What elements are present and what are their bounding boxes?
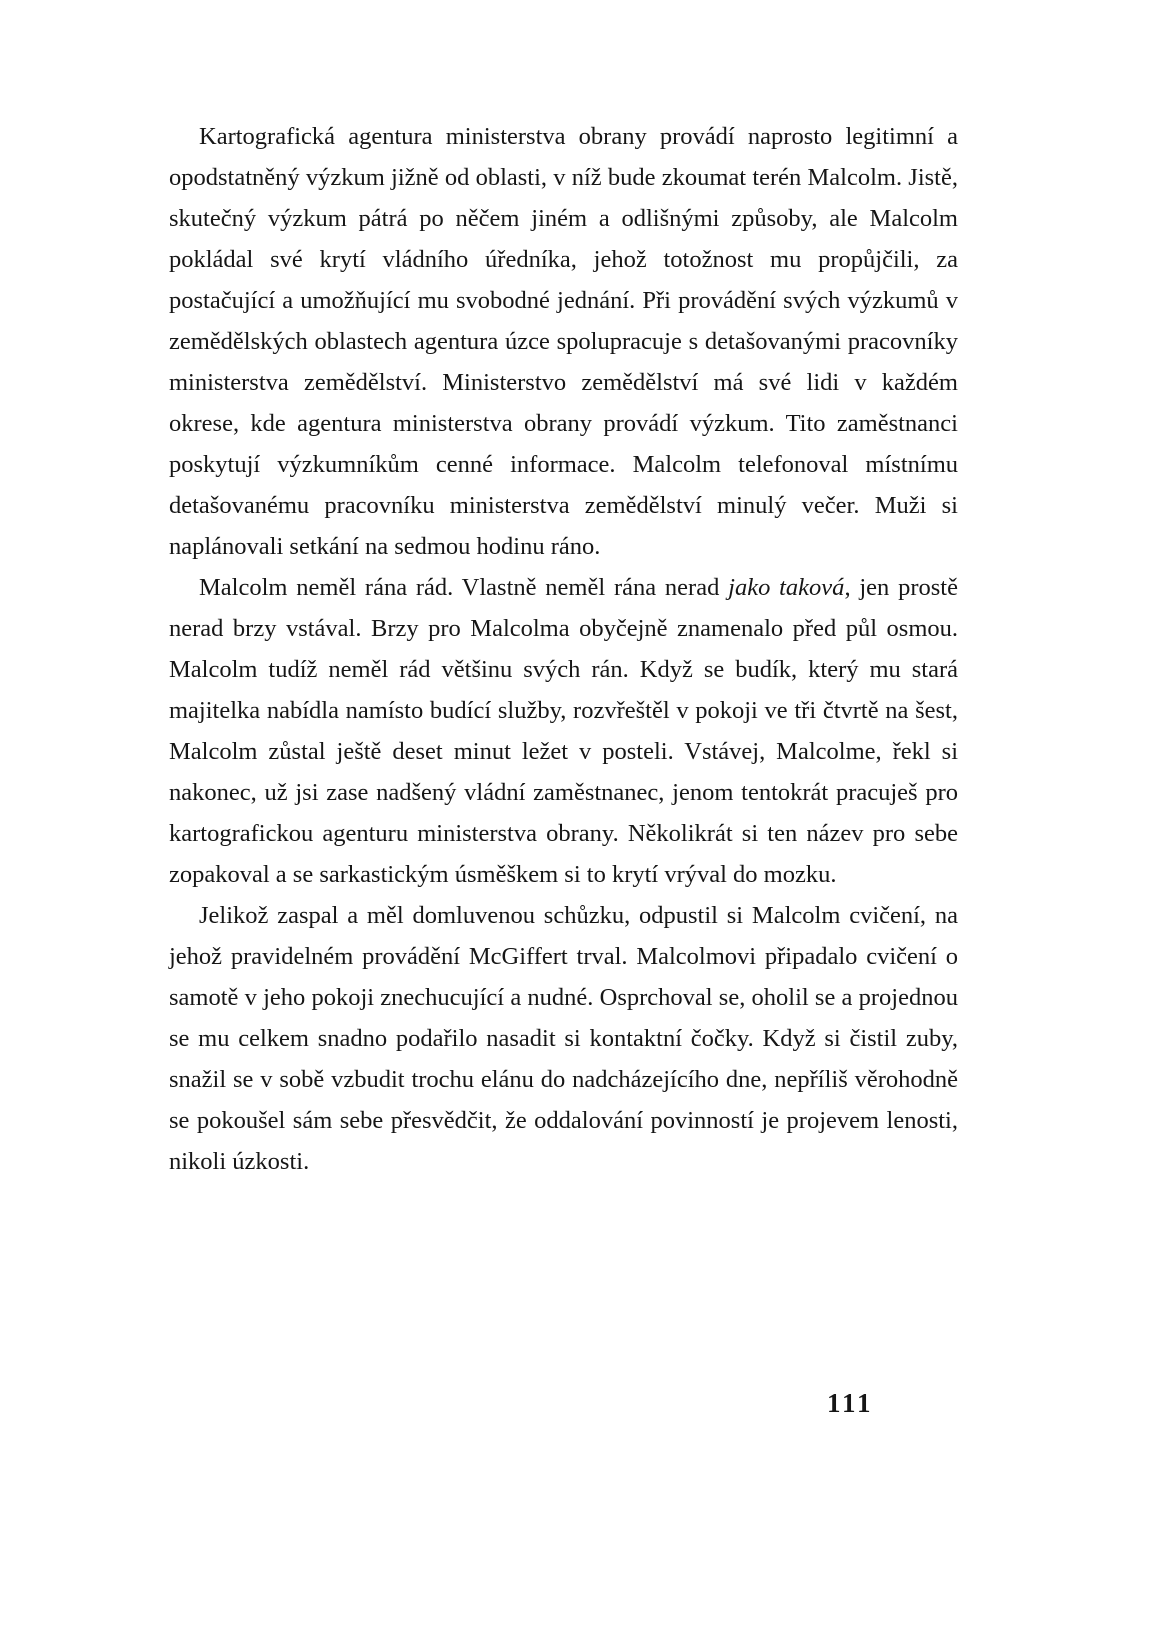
paragraph-2-text-tail: , jen prostě nerad brzy vstával. Brzy pro Malcolma obyčejně znamenalo před půl osmou. Malcolm tudíž neměl rád většinu svých rán. Když se budík, který mu stará majitelka nabídla namísto budící služby, rozvřeštěl v pokoji ve tři čtvrtě na šest, Malcolm zůstal ještě deset minut ležet v posteli. Vstávej, Malcolme, řekl si nakonec, už jsi zase nadšený vládní zaměstnanec, jenom tentokrát pracuješ pro kartografickou agenturu ministerstva obrany. Několikrát si ten název pro sebe zopakoval a se sarkastickým úsměškem si to krytí vrýval do mozku.: [169, 574, 958, 888]
paragraph-3-text: Jelikož zaspal a měl domluvenou schůzku, odpustil si Malcolm cvičení, na jehož pravidelném provádění McGiffert trval. Malcolmovi připadalo cvičení o samotě v jeho pokoji znechucující a nudné. Osprchoval se, oholil se a projednou se mu celkem snadno podařilo nasadit si kontaktní čočky. Když si čistil zuby, snažil se v sobě vzbudit trochu elánu do nadcházejícího dne, nepříliš věrohodně se pokoušel sám sebe přesvědčit, že oddalování povinností je projevem lenosti, nikoli úzkosti.: [169, 902, 958, 1175]
page-number: 111: [827, 1388, 874, 1418]
paragraph-2-text-lead: Malcolm neměl rána rád. Vlastně neměl rána nerad: [199, 574, 729, 601]
italic-phrase: jako taková: [728, 574, 845, 601]
paragraph-2: [169, 567, 958, 895]
paragraph-3: [169, 895, 958, 1182]
body-text: [169, 116, 958, 1182]
paragraph-1-text: Kartografická agentura ministerstva obrany provádí naprosto legitimní a opodstatněný výzkum jižně od oblasti, v níž bude zkoumat terén Malcolm. Jistě, skutečný výzkum pátrá po něčem jiném a odlišnými způsoby, ale Malcolm pokládal své krytí vládního úředníka, jehož totožnost mu propůjčili, za postačující a umožňující mu svobodné jednání. Při provádění svých výzkumů v zemědělských oblastech agentura úzce spolupracuje s detašovanými pracovníky ministerstva zemědělství. Ministerstvo zemědělství má své lidi v každém okrese, kde agentura ministerstva obrany provádí výzkum. Tito zaměstnanci poskytují výzkumníkům cenné informace. Malcolm telefonoval místnímu detašovanému pracovníku ministerstva zemědělství minulý večer. Muži si naplánovali setkání na sedmou hodinu ráno.: [169, 123, 958, 560]
paragraph-1: [169, 116, 958, 567]
